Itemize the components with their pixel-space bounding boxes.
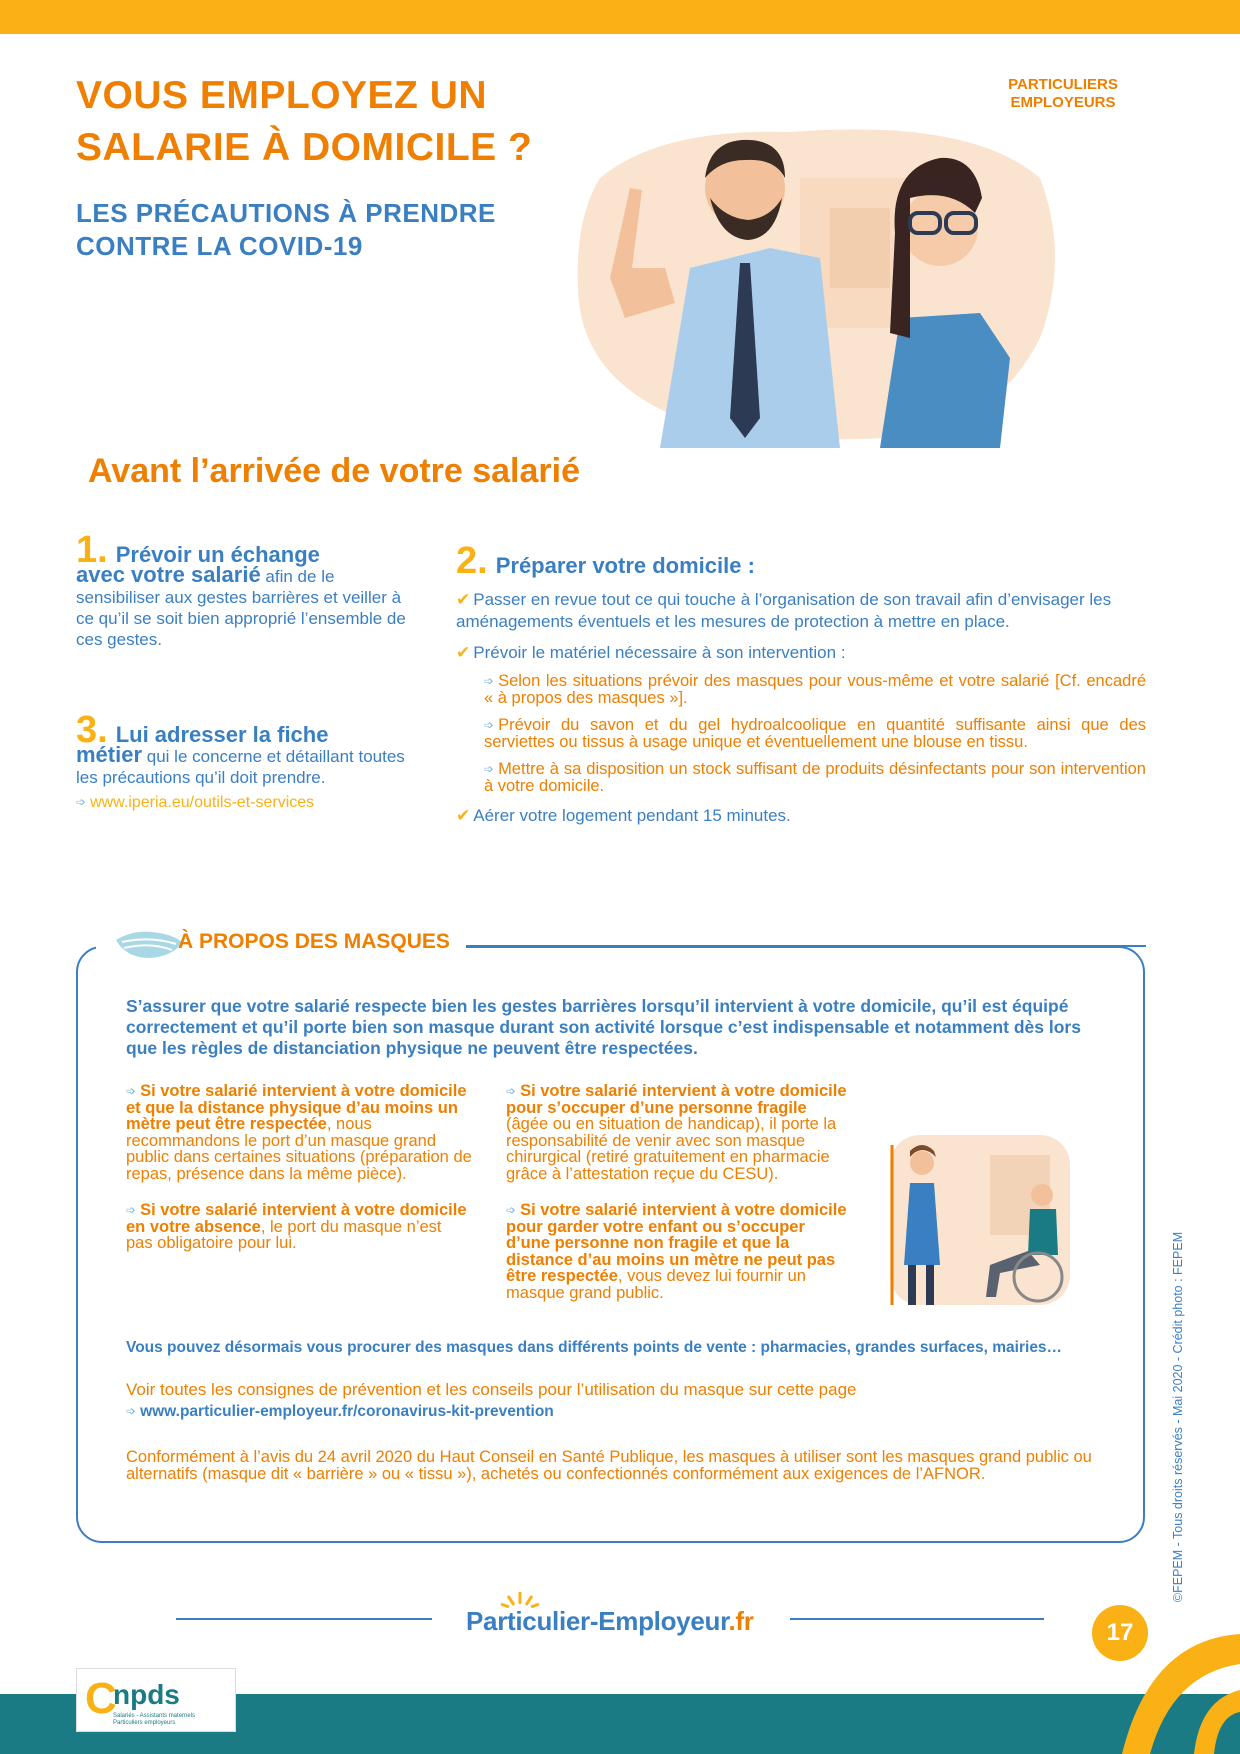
brand-tag	[988, 76, 1138, 112]
subtitle-line2: CONTRE LA COVID-19	[76, 231, 363, 261]
page-subtitle	[76, 197, 496, 263]
step3-head-a: Lui adresser la fiche	[115, 722, 329, 747]
step2-item3	[456, 805, 1146, 827]
step3-link-row	[76, 792, 416, 813]
masks-box-top-line	[466, 945, 1146, 947]
arrow-right-icon: ➩	[484, 718, 495, 732]
step2-sub2-text: Prévoir du savon et du gel hydroalcoolique en quantité suffisante ainsi que des serviettes ou tissus à usage unique et éventuellement une blouse en tissu.	[484, 716, 1146, 751]
step1-number: 1.	[76, 529, 108, 571]
mask-case-1-bold: Si votre salarié intervient à votre domicile et que la distance physique d’au moins un mètre peut être respectée	[126, 1082, 467, 1133]
step2-item3-text: Aérer votre logement pendant 15 minutes.	[473, 806, 791, 825]
masks-afnor-note: Conformément à l’avis du 24 avril 2020 du Haut Conseil en Santé Publique, les masques à utiliser sont les masques grand public ou alternatifs (masque dit « barrière » ou « tissu »), achetés ou confectionnés conformément aux exigences de l’AFNOR.	[126, 1448, 1092, 1483]
step2-item2	[456, 642, 1146, 664]
title-line1: VOUS EMPLOYEZ UN	[76, 74, 488, 117]
mask-case-2-bold: Si votre salarié intervient à votre domicile en votre absence	[126, 1201, 467, 1236]
arrow-right-icon: ➩	[506, 1203, 517, 1217]
step1-head-b: avec votre salarié	[76, 562, 261, 587]
step2-item1-text: Passer en revue tout ce qui touche à l’organisation de son travail afin d’envisager les aménagements éventuels et les mesures de protection à mettre en place.	[456, 590, 1112, 631]
step2-heading	[456, 540, 1146, 583]
arrow-right-icon: ➩	[126, 1084, 137, 1098]
corner-swirl-decoration	[1110, 1620, 1240, 1754]
brand-tag-line1: PARTICULIERS	[1008, 76, 1118, 93]
step1-text: afin de le sensibiliser aux gestes barrières et veiller à ce qu’il se soit bien approprié l’ensemble de ces gestes.	[76, 567, 406, 649]
masks-right-column	[506, 1083, 852, 1321]
mask-case-2-rest: , le port du masque n’est pas obligatoire pour lui.	[126, 1217, 442, 1252]
step2-sub1	[484, 673, 1146, 707]
step2-number: 2.	[456, 540, 488, 582]
photo-credit-text: ©FEPEM - Tous droits réservés - Mai 2020 - Crédit photo : FEPEM	[1171, 1231, 1185, 1603]
footer-line-left	[176, 1618, 432, 1620]
footer-line-right	[790, 1618, 1044, 1620]
logo-text-part2: Employeur	[598, 1606, 729, 1636]
logo-text-part3: .fr	[728, 1606, 754, 1636]
masks-box-intro: S’assurer que votre salarié respecte bien les gestes barrières lorsqu’il intervient à votre domicile, qu’il est équipé correctement et qu’il porte bien son masque durant son activité lorsque c’est indispensable et notamment dès lors que les règles de distanciation physique ne peuvent être respectées.	[126, 996, 1081, 1058]
mask-case-3-bold: Si votre salarié intervient à votre domicile pour s’occuper d’une personne fragile	[506, 1082, 847, 1117]
particulier-employeur-logo[interactable]	[466, 1590, 756, 1650]
masks-left-column	[126, 1083, 472, 1272]
masks-guidance-text: Voir toutes les consignes de prévention et les conseils pour l’utilisation du masque sur cette page	[126, 1380, 857, 1399]
iperia-link[interactable]: www.iperia.eu/outils-et-services	[90, 794, 315, 811]
mask-case-1	[126, 1083, 472, 1182]
step3-text: qui le concerne et détaillant toutes les précautions qu’il doit prendre.	[76, 747, 405, 787]
kit-prevention-link-row	[126, 1403, 554, 1421]
face-mask-icon	[112, 928, 186, 962]
step2-sub1-text: Selon les situations prévoir des masques pour vous-même et votre salarié [Cf. encadré « à propos des masques »].	[484, 672, 1146, 707]
arrow-right-icon: ➩	[76, 795, 87, 809]
cnpds-logo-tagline: Salariés - Assistants maternels Particuliers employeurs	[113, 1713, 196, 1726]
arrow-right-icon: ➩	[126, 1404, 137, 1418]
masks-box-title: À PROPOS DES MASQUES	[178, 930, 450, 953]
photo-credit	[1168, 1200, 1188, 1642]
title-line2: SALARIE À DOMICILE ?	[76, 126, 533, 169]
mask-case-1-rest: , nous recommandons le port d’un masque grand public dans certaines situations (préparation de repas, présence dans la même pièce).	[126, 1115, 472, 1183]
step1-text-block	[76, 564, 416, 650]
step3-head-b: métier	[76, 742, 143, 767]
arrow-right-icon: ➩	[484, 762, 495, 776]
arrow-right-icon: ➩	[506, 1084, 517, 1098]
subtitle-line1: LES PRÉCAUTIONS À PRENDRE	[76, 198, 496, 228]
page-number-badge: 17	[1092, 1605, 1148, 1661]
page-title	[76, 70, 532, 174]
mask-case-3	[506, 1083, 852, 1182]
mask-case-4-rest: , vous devez lui fournir un masque grand public.	[506, 1267, 806, 1302]
check-icon: ✔	[456, 643, 471, 662]
mask-case-4-bold: Si votre salarié intervient à votre domicile pour garder votre enfant ou s’occuper d’une personne non fragile et que la distance d’au moins un mètre ne peut pas être respectée	[506, 1201, 847, 1285]
arrow-right-icon: ➩	[484, 674, 495, 688]
check-icon: ✔	[456, 806, 471, 825]
step3-block	[76, 709, 416, 813]
kit-prevention-link[interactable]: www.particulier-employeur.fr/coronavirus-kit-prevention	[140, 1403, 554, 1420]
caregiver-illustration	[870, 1125, 1080, 1315]
step2-item1	[456, 589, 1146, 633]
step2-block	[456, 540, 1146, 836]
check-icon: ✔	[456, 590, 471, 609]
hero-illustration	[570, 118, 1068, 448]
top-accent-bar	[0, 0, 1240, 34]
logo-text	[466, 1606, 754, 1637]
mask-case-2	[126, 1202, 472, 1252]
mask-case-3-rest: (âgée ou en situation de handicap), il porte la responsabilité de venir avec son masque chirurgical (retiré gratuitement en pharmacie grâce à l’attestation reçue du CESU).	[506, 1115, 837, 1183]
brand-tag-line2: EMPLOYEURS	[1010, 94, 1116, 111]
step2-item2-text: Prévoir le matériel nécessaire à son intervention :	[473, 643, 846, 662]
step2-sub2	[484, 717, 1146, 751]
mask-case-4	[506, 1202, 852, 1301]
step1-head-a: Prévoir un échange	[115, 542, 320, 567]
cnpds-logo	[76, 1668, 236, 1732]
step2-sub3-text: Mettre à sa disposition un stock suffisant de produits désinfectants pour son intervention à votre domicile.	[484, 760, 1146, 795]
arrow-right-icon: ➩	[126, 1203, 137, 1217]
step3-text-block	[76, 744, 416, 788]
masks-purchase-info: Vous pouvez désormais vous procurer des masques dans différents points de vente : pharmacies, grandes surfaces, mairies…	[126, 1339, 1063, 1356]
cnpds-logo-name: npds	[113, 1679, 180, 1710]
step2-sub3	[484, 761, 1146, 795]
step3-number: 3.	[76, 709, 108, 751]
step2-head: Préparer votre domicile :	[495, 553, 755, 578]
step1-block	[76, 529, 416, 650]
cnpds-logo-letter: C	[85, 1674, 117, 1723]
logo-text-part1: Particulier-	[466, 1606, 599, 1636]
section-title: Avant l’arrivée de votre salarié	[88, 452, 581, 490]
